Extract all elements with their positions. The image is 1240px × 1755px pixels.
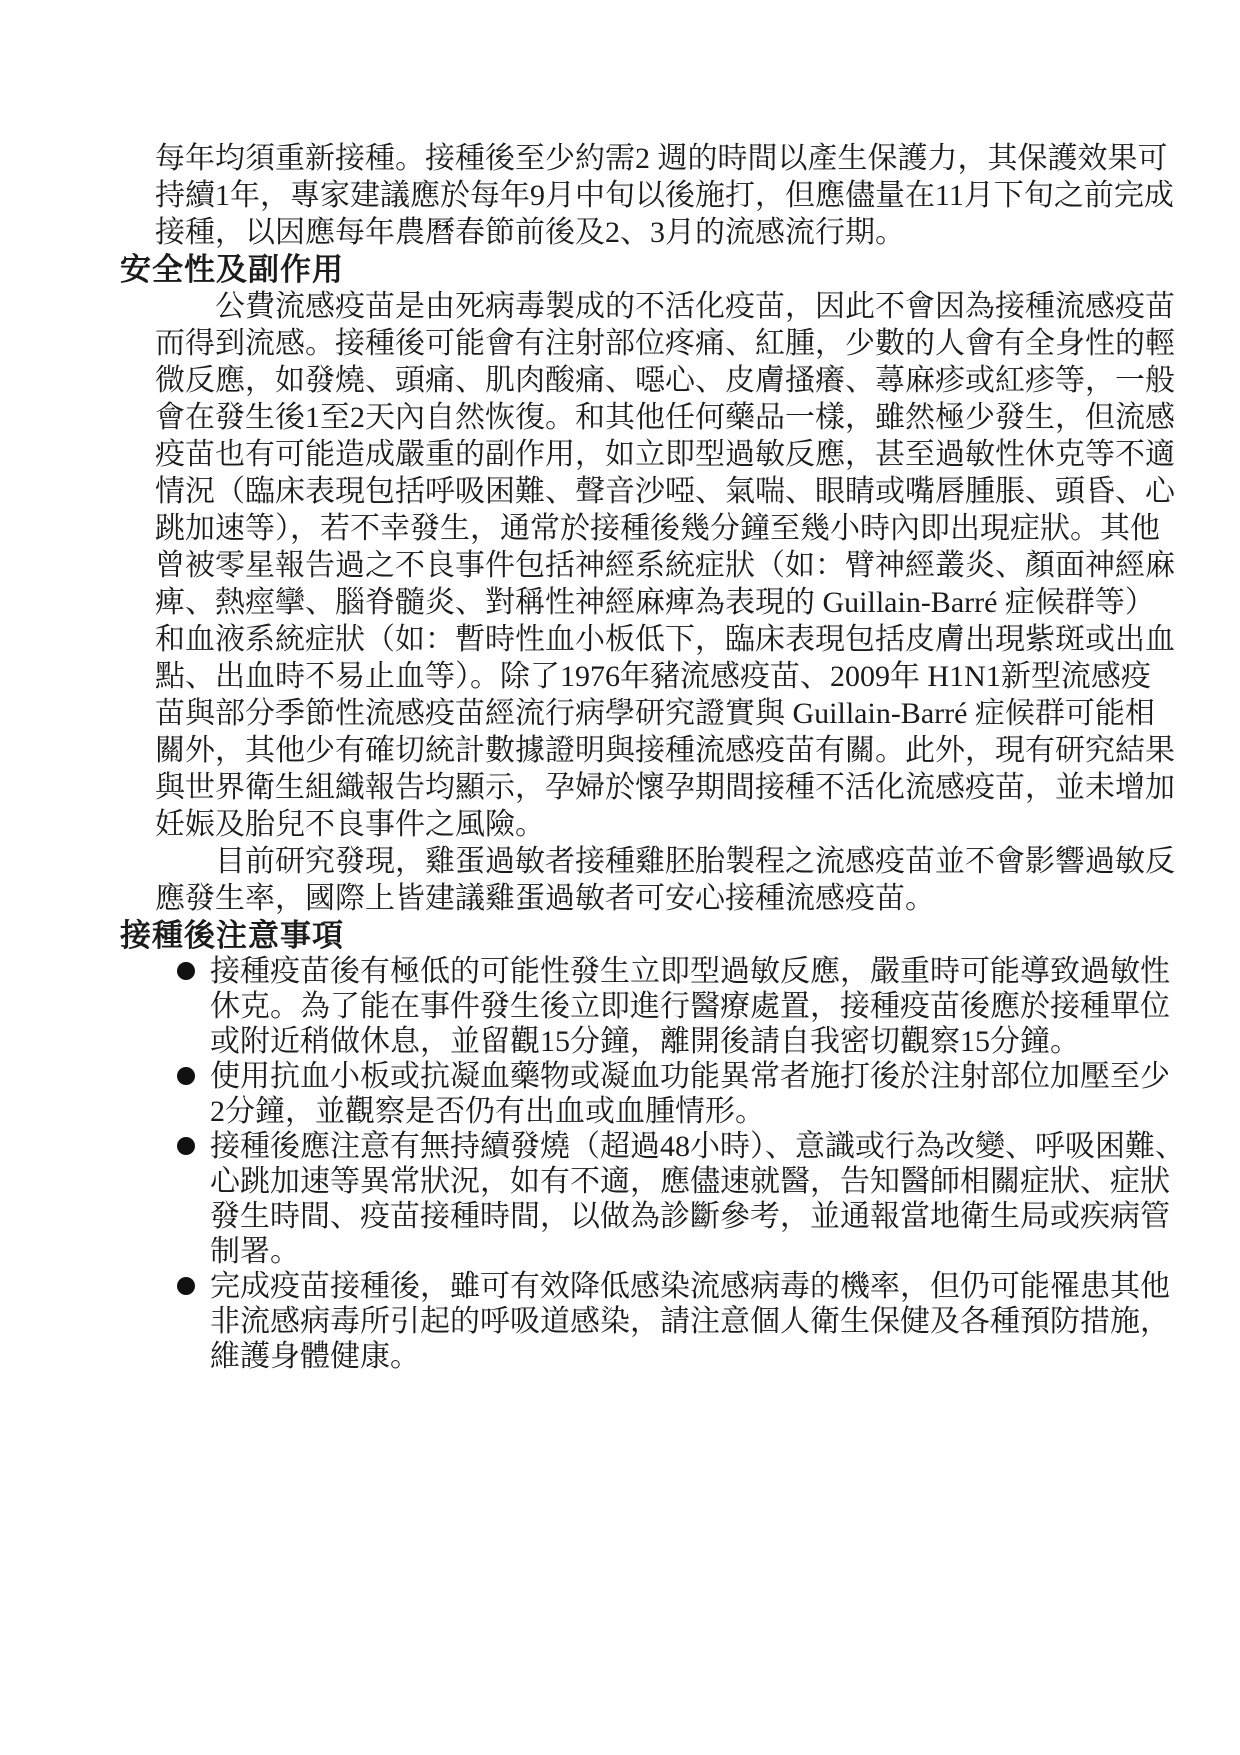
text-line: 關外，其他少有確切統計數據證明與接種流感疫苗有關。此外，現有研究結果 bbox=[155, 734, 1175, 767]
paragraph bbox=[155, 140, 1180, 251]
bullet-icon bbox=[177, 1277, 195, 1295]
text-line: 接種疫苗後有極低的可能性發生立即型過敏反應，嚴重時可能導致過敏性 bbox=[210, 955, 1170, 988]
text-line: 心跳加速等異常狀況，如有不適，應儘速就醫，告知醫師相關症狀、症狀 bbox=[210, 1165, 1170, 1198]
text-line: 持續1年，專家建議應於每年9月中旬以後施打，但應儘量在11月下旬之前完成 bbox=[155, 179, 1174, 212]
text-line: 完成疫苗接種後，雖可有效降低感染流感病毒的機率，但仍可能罹患其他 bbox=[210, 1270, 1170, 1303]
bullet-icon bbox=[177, 1137, 195, 1155]
text-line: 目前研究發現，雞蛋過敏者接種雞胚胎製程之流感疫苗並不會影響過敏反 bbox=[215, 845, 1175, 878]
bullet-icon bbox=[177, 1067, 195, 1085]
text-line: 疫苗也有可能造成嚴重的副作用，如立即型過敏反應，甚至過敏性休克等不適 bbox=[155, 438, 1175, 471]
text-line: 會在發生後1至2天內自然恢復。和其他任何藥品一樣，雖然極少發生，但流感 bbox=[155, 401, 1175, 434]
text-line: 跳加速等），若不幸發生，通常於接種後幾分鐘至幾小時內即出現症狀。其他 bbox=[155, 512, 1160, 545]
document-content bbox=[120, 140, 1185, 1374]
bullet-item bbox=[120, 1059, 1180, 1129]
text-line: 制署。 bbox=[210, 1235, 300, 1268]
text-line: 曾被零星報告過之不良事件包括神經系統症狀（如：臂神經叢炎、顏面神經麻 bbox=[155, 549, 1175, 582]
section-heading: 安全性及副作用 bbox=[120, 252, 344, 287]
section-heading: 接種後注意事項 bbox=[120, 918, 344, 953]
text-line: 情況（臨床表現包括呼吸困難、聲音沙啞、氣喘、眼睛或嘴唇腫脹、頭昏、心 bbox=[155, 475, 1175, 508]
text-line: 接種後應注意有無持續發燒（超過48小時）、意識或行為改變、呼吸困難、 bbox=[210, 1130, 1185, 1163]
text-line: 或附近稍做休息，並留觀15分鐘，離開後請自我密切觀察15分鐘。 bbox=[210, 1025, 1080, 1058]
bullet-item bbox=[120, 1269, 1180, 1374]
text-line: 非流感病毒所引起的呼吸道感染，請注意個人衛生保健及各種預防措施， bbox=[210, 1305, 1170, 1338]
text-line: 使用抗血小板或抗凝血藥物或凝血功能異常者施打後於注射部位加壓至少 bbox=[210, 1060, 1170, 1093]
text-line: 公費流感疫苗是由死病毒製成的不活化疫苗，因此不會因為接種流感疫苗 bbox=[215, 290, 1175, 323]
text-line: 微反應，如發燒、頭痛、肌肉酸痛、噁心、皮膚搔癢、蕁麻疹或紅疹等，一般 bbox=[155, 364, 1175, 397]
text-line: 維護身體健康。 bbox=[210, 1340, 420, 1373]
bullet-icon bbox=[177, 962, 195, 980]
text-line: 2分鐘，並觀察是否仍有出血或血腫情形。 bbox=[210, 1095, 765, 1128]
text-line: 發生時間、疫苗接種時間，以做為診斷參考，並通報當地衛生局或疾病管 bbox=[210, 1200, 1170, 1233]
text-line: 妊娠及胎兒不良事件之風險。 bbox=[155, 808, 545, 841]
text-line: 與世界衛生組織報告均顯示，孕婦於懷孕期間接種不活化流感疫苗，並未增加 bbox=[155, 771, 1175, 804]
text-line: 而得到流感。接種後可能會有注射部位疼痛、紅腫，少數的人會有全身性的輕 bbox=[155, 327, 1175, 360]
paragraph bbox=[155, 288, 1180, 843]
bullet-item bbox=[120, 954, 1180, 1059]
text-line: 每年均須重新接種。接種後至少約需2 週的時間以產生保護力，其保護效果可 bbox=[155, 142, 1168, 175]
bullet-list bbox=[120, 954, 1185, 1374]
text-line: 接種，以因應每年農曆春節前後及2、3月的流感流行期。 bbox=[155, 216, 905, 249]
text-line: 和血液系統症狀（如：暫時性血小板低下，臨床表現包括皮膚出現紫斑或出血 bbox=[155, 623, 1175, 656]
text-line: 痺、熱痙攣、腦脊髓炎、對稱性神經麻痺為表現的 Guillain-Barré 症候群等） bbox=[155, 586, 1155, 619]
bullet-item bbox=[120, 1129, 1185, 1269]
text-line: 應發生率，國際上皆建議雞蛋過敏者可安心接種流感疫苗。 bbox=[155, 882, 935, 915]
text-line: 休克。為了能在事件發生後立即進行醫療處置，接種疫苗後應於接種單位 bbox=[210, 990, 1170, 1023]
text-line: 苗與部分季節性流感疫苗經流行病學研究證實與 Guillain-Barré 症候群可能相 bbox=[155, 697, 1155, 730]
text-line: 點、出血時不易止血等）。除了1976年豬流感疫苗、2009年 H1N1新型流感疫 bbox=[155, 660, 1151, 693]
paragraph bbox=[155, 843, 1180, 917]
